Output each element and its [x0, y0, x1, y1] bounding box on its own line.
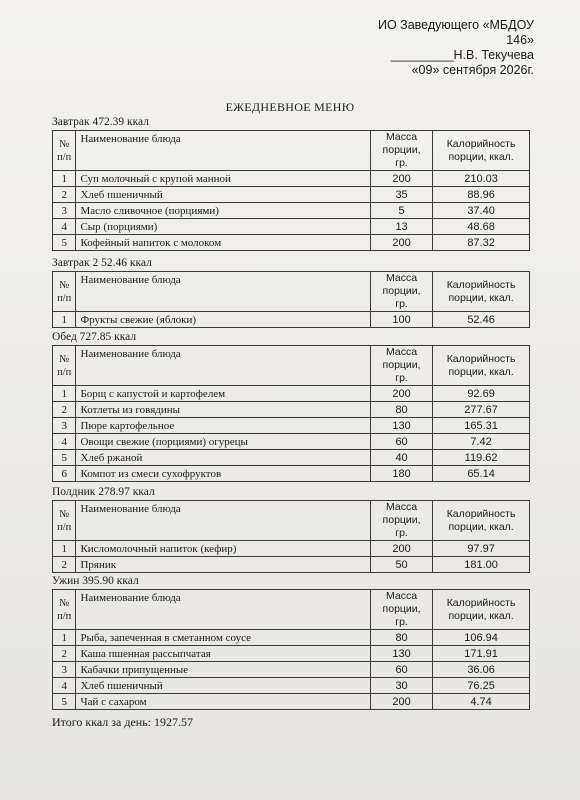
dish-name: Масло сливочное (порциями)	[76, 203, 371, 219]
table-header-row	[53, 131, 530, 171]
table-row	[53, 203, 530, 219]
row-number: 5	[53, 235, 76, 251]
dish-name: Кабачки припущенные	[76, 662, 371, 678]
row-number: 4	[53, 678, 76, 694]
row-number: 5	[53, 694, 76, 710]
table-row	[53, 541, 530, 557]
dish-name: Каша пшенная рассыпчатая	[76, 646, 371, 662]
portion-calories: 36.06	[433, 662, 530, 678]
dish-name: Чай с сахаром	[76, 694, 371, 710]
row-number: 2	[53, 187, 76, 203]
portion-calories: 7.42	[433, 434, 530, 450]
row-number: 2	[53, 646, 76, 662]
meal-section	[52, 257, 532, 328]
header-calories: Калорийность порции, ккал.	[433, 590, 530, 630]
meal-section	[52, 331, 532, 482]
dish-name: Сыр (порциями)	[76, 219, 371, 235]
row-number: 2	[53, 402, 76, 418]
header-dish-name: Наименование блюда	[76, 346, 371, 386]
row-number: 1	[53, 171, 76, 187]
header-mass: Масса порции, гр.	[370, 501, 432, 541]
header-dish-name: Наименование блюда	[76, 272, 371, 312]
portion-mass: 40	[370, 450, 432, 466]
approval-position: ИО Заведующего «МБДОУ	[377, 18, 534, 32]
menu-table	[52, 271, 530, 328]
row-number: 4	[53, 434, 76, 450]
menu-table	[52, 500, 530, 573]
menu-table	[52, 589, 530, 710]
portion-mass: 60	[370, 434, 432, 450]
header-mass: Масса порции, гр.	[370, 590, 432, 630]
portion-mass: 60	[370, 662, 432, 678]
approval-block	[378, 18, 534, 78]
row-number: 3	[53, 418, 76, 434]
approval-signature: _________Н.В. Текучева	[390, 48, 534, 62]
portion-calories: 171.91	[433, 646, 530, 662]
table-row	[53, 662, 530, 678]
meal-title: Завтрак 2 52.46 ккал	[52, 257, 152, 269]
meal-section	[52, 486, 532, 573]
portion-mass: 130	[370, 418, 432, 434]
table-header-row	[53, 346, 530, 386]
table-row	[53, 312, 530, 328]
header-mass: Масса порции, гр.	[370, 131, 432, 171]
header-dish-name: Наименование блюда	[76, 590, 371, 630]
row-number: 1	[53, 386, 76, 402]
portion-mass: 180	[370, 466, 432, 482]
header-mass: Масса порции, гр.	[370, 272, 432, 312]
meal-title: Ужин 395.90 ккал	[52, 575, 139, 587]
table-row	[53, 434, 530, 450]
meal-title: Обед 727.85 ккал	[52, 331, 137, 343]
dish-name: Овощи свежие (порциями) огурецы	[76, 434, 371, 450]
table-row	[53, 187, 530, 203]
table-row	[53, 557, 530, 573]
dish-name: Пюре картофельное	[76, 418, 371, 434]
portion-calories: 97.97	[433, 541, 530, 557]
header-calories: Калорийность порции, ккал.	[433, 501, 530, 541]
header-dish-name: Наименование блюда	[76, 501, 371, 541]
table-row	[53, 235, 530, 251]
header-num: № п/п	[53, 131, 76, 171]
dish-name: Кофейный напиток с молоком	[76, 235, 371, 251]
portion-mass: 80	[370, 630, 432, 646]
portion-calories: 92.69	[433, 386, 530, 402]
portion-mass: 50	[370, 557, 432, 573]
meal-title: Полдник 278.97 ккал	[52, 486, 155, 498]
table-row	[53, 678, 530, 694]
portion-mass: 5	[370, 203, 432, 219]
table-row	[53, 219, 530, 235]
portion-calories: 106.94	[433, 630, 530, 646]
menu-table	[52, 130, 530, 251]
portion-calories: 119.62	[433, 450, 530, 466]
dish-name: Фрукты свежие (яблоки)	[76, 312, 371, 328]
row-number: 3	[53, 662, 76, 678]
table-header-row	[53, 501, 530, 541]
table-row	[53, 450, 530, 466]
portion-mass: 200	[370, 235, 432, 251]
meal-section	[52, 116, 532, 251]
row-number: 1	[53, 541, 76, 557]
header-num: № п/п	[53, 501, 76, 541]
portion-mass: 200	[370, 541, 432, 557]
portion-calories: 52.46	[433, 312, 530, 328]
portion-calories: 4.74	[433, 694, 530, 710]
dish-name: Котлеты из говядины	[76, 402, 371, 418]
table-row	[53, 466, 530, 482]
header-calories: Калорийность порции, ккал.	[433, 131, 530, 171]
dish-name: Рыба, запеченная в сметанном соусе	[76, 630, 371, 646]
dish-name: Компот из смеси сухофруктов	[76, 466, 371, 482]
portion-mass: 13	[370, 219, 432, 235]
table-header-row	[53, 272, 530, 312]
table-header-row	[53, 590, 530, 630]
header-calories: Калорийность порции, ккал.	[433, 272, 530, 312]
dish-name: Хлеб пшеничный	[76, 678, 371, 694]
portion-mass: 200	[370, 171, 432, 187]
row-number: 1	[53, 630, 76, 646]
row-number: 2	[53, 557, 76, 573]
portion-calories: 88.96	[433, 187, 530, 203]
row-number: 4	[53, 219, 76, 235]
row-number: 1	[53, 312, 76, 328]
portion-calories: 210.03	[433, 171, 530, 187]
portion-calories: 76.25	[433, 678, 530, 694]
table-row	[53, 694, 530, 710]
table-row	[53, 646, 530, 662]
dish-name: Пряник	[76, 557, 371, 573]
table-row	[53, 386, 530, 402]
portion-mass: 200	[370, 694, 432, 710]
table-row	[53, 402, 530, 418]
row-number: 3	[53, 203, 76, 219]
row-number: 6	[53, 466, 76, 482]
dish-name: Борщ с капустой и картофелем	[76, 386, 371, 402]
portion-mass: 200	[370, 386, 432, 402]
portion-mass: 35	[370, 187, 432, 203]
meal-section	[52, 575, 532, 710]
table-row	[53, 630, 530, 646]
row-number: 5	[53, 450, 76, 466]
dish-name: Хлеб ржаной	[76, 450, 371, 466]
portion-calories: 65.14	[433, 466, 530, 482]
portion-calories: 87.32	[433, 235, 530, 251]
header-dish-name: Наименование блюда	[76, 131, 371, 171]
approval-organization: 146»	[506, 33, 534, 47]
dish-name: Суп молочный с крупой манной	[76, 171, 371, 187]
portion-mass: 80	[370, 402, 432, 418]
dish-name: Хлеб пшеничный	[76, 187, 371, 203]
portion-calories: 181.00	[433, 557, 530, 573]
table-row	[53, 171, 530, 187]
portion-mass: 30	[370, 678, 432, 694]
document-title: ЕЖЕДНЕВНОЕ МЕНЮ	[225, 100, 355, 114]
header-num: № п/п	[53, 272, 76, 312]
header-calories: Калорийность порции, ккал.	[433, 346, 530, 386]
header-num: № п/п	[53, 590, 76, 630]
daily-total: Итого ккал за день: 1927.57	[52, 715, 193, 729]
menu-table	[52, 345, 530, 482]
portion-calories: 37.40	[433, 203, 530, 219]
portion-mass: 100	[370, 312, 432, 328]
approval-date: «09» сентября 2026г.	[411, 63, 534, 77]
table-row	[53, 418, 530, 434]
portion-calories: 165.31	[433, 418, 530, 434]
header-mass: Масса порции, гр.	[370, 346, 432, 386]
portion-mass: 130	[370, 646, 432, 662]
header-num: № п/п	[53, 346, 76, 386]
dish-name: Кисломолочный напиток (кефир)	[76, 541, 371, 557]
portion-calories: 48.68	[433, 219, 530, 235]
meal-title: Завтрак 472.39 ккал	[52, 116, 149, 128]
portion-calories: 277.67	[433, 402, 530, 418]
